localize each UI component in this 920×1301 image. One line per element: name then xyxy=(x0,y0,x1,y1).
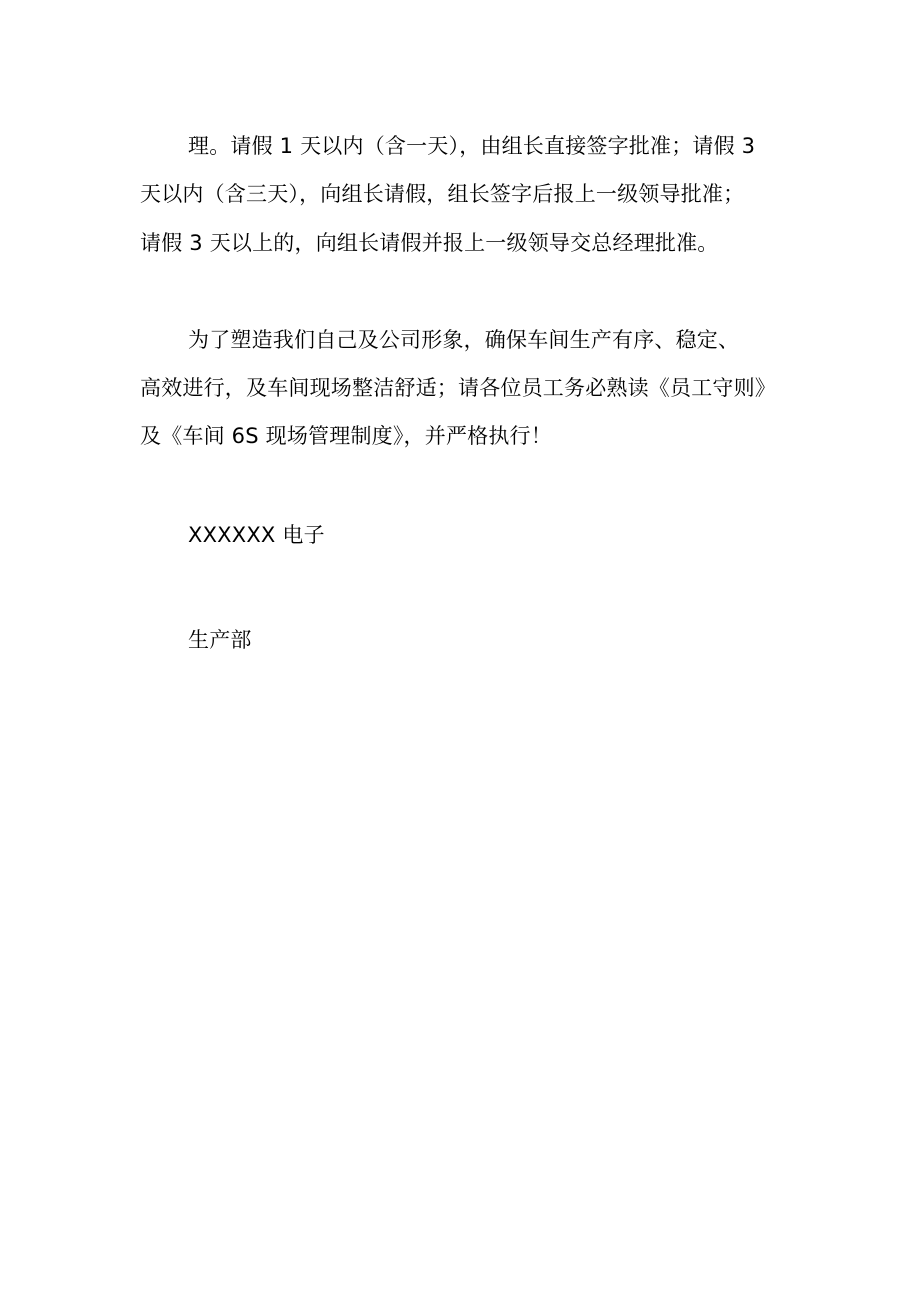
signature-department: 生产部 xyxy=(188,628,252,652)
paragraph-1-line-3: 请假 3 天以上的，向组长请假并报上一级领导交总经理批准。 xyxy=(140,231,719,255)
paragraph-1-line-1: 理。请假 1 天以内（含一天），由组长直接签字批准；请假 3 xyxy=(188,134,756,158)
paragraph-2-line-3: 及《车间 6S 现场管理制度》，并严格执行！ xyxy=(140,424,552,448)
paragraph-2-line-2: 高效进行，及车间现场整洁舒适；请各位员工务必熟读《员工守则》 xyxy=(140,376,776,400)
signature-company: XXXXXX 电子 xyxy=(188,523,325,547)
paragraph-1-line-2: 天以内（含三天），向组长请假，组长签字后报上一级领导批准； xyxy=(140,182,745,206)
paragraph-2-line-1: 为了塑造我们自己及公司形象，确保车间生产有序、稳定、 xyxy=(188,328,740,352)
